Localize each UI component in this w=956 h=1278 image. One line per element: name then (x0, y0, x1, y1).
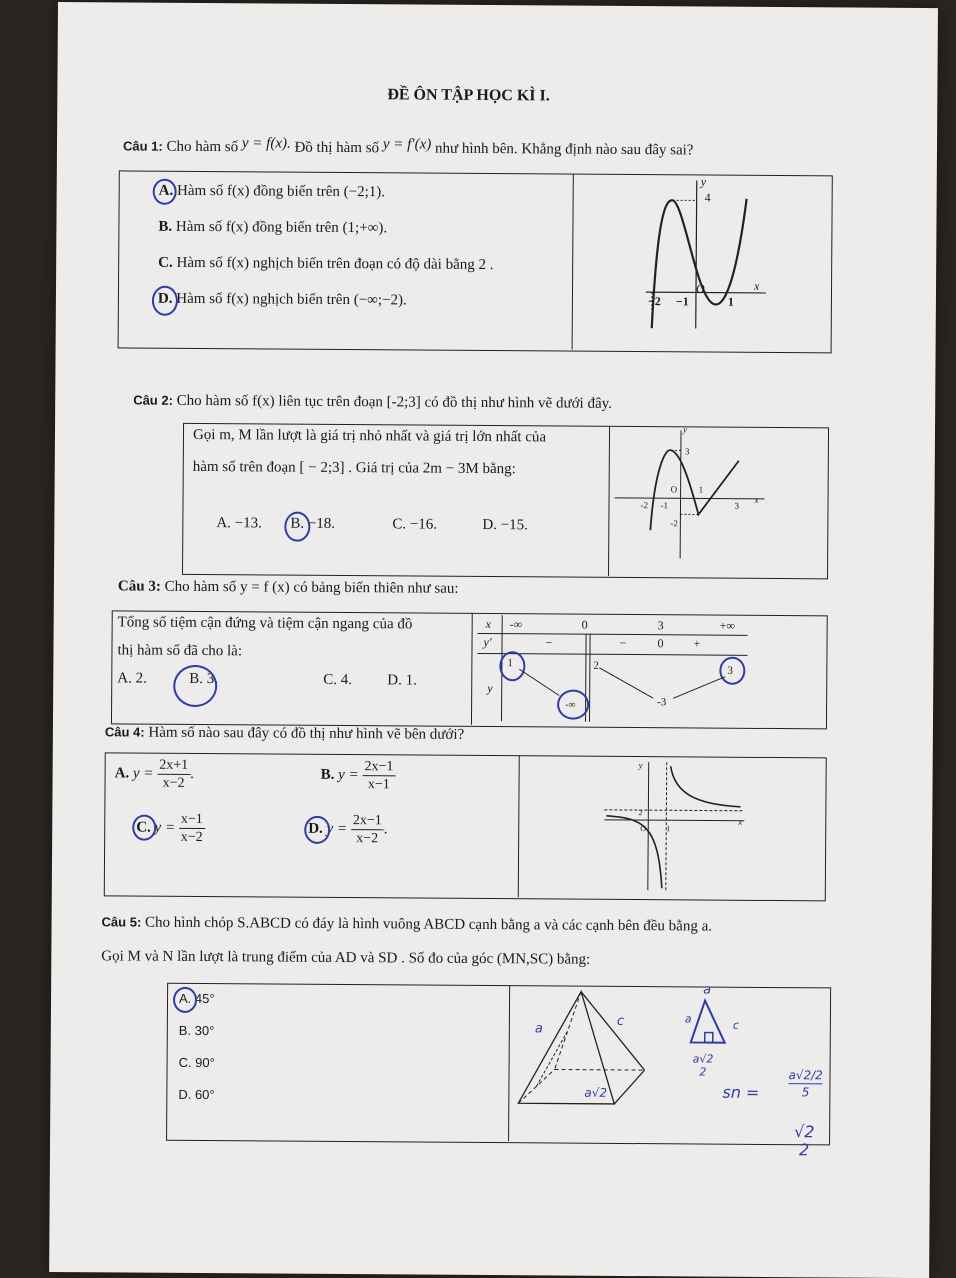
q1-graph-o: O (696, 281, 705, 296)
q3-table-y-4: 3 (727, 665, 733, 677)
q4-answer-circle-d (304, 816, 330, 844)
q2-line1: Gọi m, M lần lượt là giá trị nhỏ nhất và giá trị lớn nhất của (193, 427, 546, 446)
q1-graph-four: 4 (705, 191, 711, 206)
q3-table-yp-1: − (619, 636, 626, 651)
q1-graph-x: x (754, 279, 759, 294)
q3-option-c[interactable]: C. 4. (323, 672, 352, 689)
q3-table-x-label: x (486, 617, 491, 632)
q2-graph-y: y (683, 424, 687, 434)
handwriting-equation: sn = (722, 1083, 759, 1102)
q1-graph-y: y (701, 174, 706, 189)
q3-table-yp-2: 0 (657, 636, 663, 651)
q4-option-d[interactable]: D. y = $\frac{2x-1}{x-2}$ . (308, 812, 388, 848)
q2-stem: Câu 2: Cho hàm số f(x) liên tục trên đoạn [-2;3] có đồ thị như hình vẽ dưới đây. (133, 393, 612, 413)
q3-table-y-label: y (487, 681, 492, 696)
q4-option-c[interactable]: C. y = $\frac{x-1}{x-2}$ (136, 811, 205, 846)
handwriting-c1: c (617, 1014, 624, 1029)
q3-line2: thị hàm số đã cho là: (117, 642, 242, 660)
q3-stem: Câu 3: Cho hàm số y = f (x) có bảng biến thiên như sau: (118, 578, 459, 597)
q3-table-y-3: -3 (657, 696, 666, 708)
handwriting-c2: c (733, 1019, 739, 1032)
page-title: ĐỀ ÔN TẬP HỌC KÌ I. (387, 86, 550, 105)
q1-stem: Câu 1: Cho hàm số y = f(x). Đồ thị hàm số y = f′(x) như hình bên. Khẳng định nào sau đây sai? (123, 134, 694, 159)
q5-answer-circle-a (173, 987, 197, 1013)
q3-option-d[interactable]: D. 1. (387, 672, 417, 689)
q3-option-b[interactable]: B. 3. (189, 671, 218, 688)
q4-answer-circle-c (132, 815, 156, 841)
handwriting-note: a√2 (584, 1086, 607, 1100)
q2-graph-three: 3 (734, 501, 739, 511)
handwriting-a2: a (703, 983, 711, 998)
q3-table-yp-label: y′ (483, 635, 491, 650)
q2-graph-top: 3 (685, 446, 690, 456)
q5-line2: Gọi M và N lần lượt là trung điểm của AD và SD . Số đo của góc (MN,SC) bằng: (101, 948, 590, 968)
q5-line1: Câu 5: Cho hình chóp S.ABCD có đáy là hình vuông ABCD cạnh bằng a và các cạnh bên đều bằng a. (102, 914, 713, 935)
q2-answer-circle-b (284, 512, 310, 542)
q2-option-a[interactable]: A. −13. (216, 515, 262, 532)
q1-graph-one: 1 (728, 295, 734, 310)
q3-table-yp-3: + (693, 636, 700, 651)
q2-option-d[interactable]: D. −15. (482, 517, 528, 534)
q5-option-a[interactable]: A. 45° (179, 991, 215, 1006)
q1-graph-neg2: −2 (648, 294, 661, 309)
q4-option-a[interactable]: A. y = $\frac{2x+1}{x-2}$ . (114, 756, 194, 792)
q1-option-c[interactable]: C. Hàm số f(x) nghịch biến trên đoạn có độ dài bằng 2 . (158, 255, 493, 274)
handwriting-tail: √2 2 (794, 1123, 815, 1159)
q1-graph-neg1: −1 (676, 294, 689, 309)
q2-graph-o: O (671, 484, 678, 494)
q4-graph-two: 2 (638, 808, 642, 817)
q5-option-b[interactable]: B. 30° (179, 1023, 215, 1038)
q4-graph-o: O (640, 824, 646, 833)
q3-table-yp-0: − (545, 635, 552, 650)
handwriting-a3: a (685, 1012, 692, 1025)
q2-graph-neg1: -1 (660, 500, 668, 510)
handwriting-a1: a (535, 1021, 543, 1036)
q5-pyramid-figure (514, 987, 675, 1128)
q3-table-x-1: 0 (582, 618, 588, 633)
handwriting-eq-frac: a√2/2 5 (788, 1067, 823, 1100)
q3-table-x-3: +∞ (720, 619, 735, 634)
q5-option-d[interactable]: D. 60° (178, 1087, 214, 1102)
q2-option-c[interactable]: C. −16. (392, 516, 437, 533)
q4-graph-x: x (738, 817, 742, 827)
q2-graph-one: 1 (699, 484, 704, 494)
q4-hyperbola-graph (604, 762, 755, 893)
q4-graph-y: y (639, 760, 643, 770)
q4-option-b[interactable]: B. y = $\frac{2x-1}{x-1}$ (320, 758, 395, 794)
q2-graph-neg2: -2 (640, 500, 648, 510)
q1-option-b[interactable]: B. Hàm số f(x) đồng biến trên (1;+∞). (158, 219, 387, 238)
q5-option-c[interactable]: C. 90° (179, 1055, 215, 1070)
q2-option-b[interactable]: B. −18. (290, 516, 335, 533)
q3-table-arrows (503, 655, 743, 717)
q2-graph-bot: -2 (670, 518, 678, 528)
handwriting-frac: a√2 2 (693, 1052, 714, 1078)
q3-answer-circle-b (173, 665, 217, 707)
q3-table-y-2: 2 (593, 660, 599, 672)
q2-line2: hàm số trên đoạn [ − 2;3] . Giá trị của 2m − 3M bằng: (193, 459, 516, 478)
q3-table-y-1: -∞ (565, 700, 576, 711)
q3-option-a[interactable]: A. 2. (117, 670, 147, 687)
q2-graph-x: x (755, 495, 759, 505)
q3-table-x-2: 3 (658, 618, 664, 633)
q1-option-a[interactable]: A. Hàm số f(x) đồng biến trên (−2;1). (159, 183, 385, 202)
q4-stem: Câu 4: Hàm số nào sau đây có đồ thị như hình vẽ bên dưới? (105, 724, 464, 744)
exam-paper (49, 2, 938, 1278)
q3-table-x-0: -∞ (510, 617, 523, 632)
q4-graph-one: 1 (666, 824, 670, 833)
q3-line1: Tổng số tiệm cận đứng và tiệm cận ngang của đồ (118, 614, 413, 633)
q1-option-d[interactable]: D. Hàm số f(x) nghịch biến trên (−∞;−2). (158, 291, 407, 310)
q1-answer-circle-d (152, 286, 178, 316)
q1-answer-circle-a (153, 179, 177, 205)
q3-table-y-0: 1 (507, 657, 513, 669)
